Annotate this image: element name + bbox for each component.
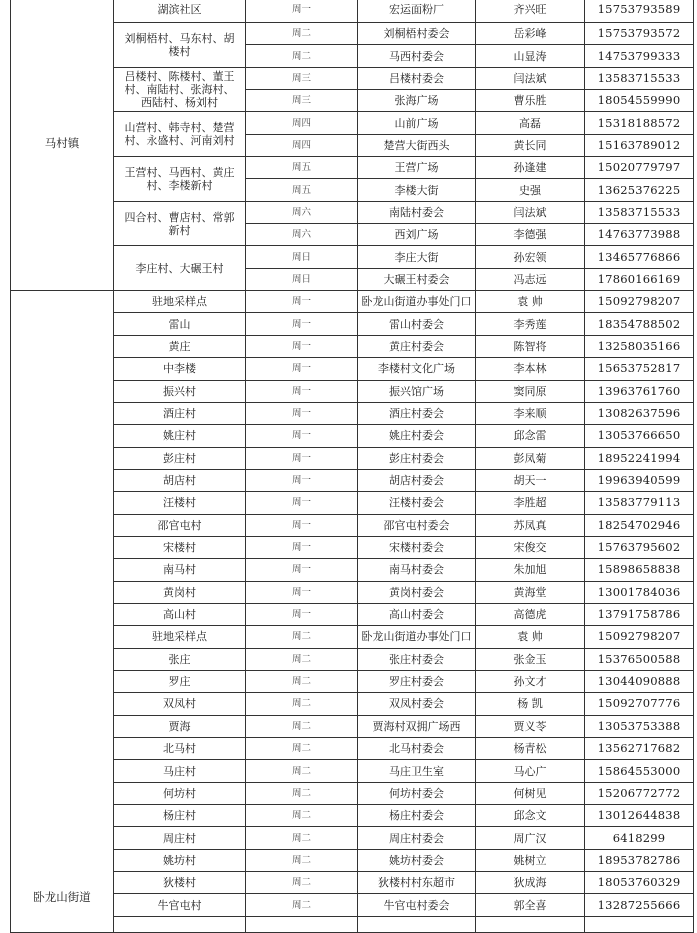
location-cell: 彭庄村委会	[358, 447, 476, 469]
table-row	[11, 402, 694, 424]
location-cell: 张海广场	[358, 90, 476, 112]
area-cell: 姚庄村	[114, 425, 246, 447]
contact-cell: 朱加旭	[476, 559, 585, 581]
contact-cell: 李本林	[476, 358, 585, 380]
table-row	[11, 157, 694, 179]
weekday-cell: 周二	[246, 23, 358, 45]
area-cell: 刘桐梧村、马东村、胡楼村	[114, 23, 246, 68]
contact-cell: 冯志远	[476, 268, 585, 290]
area-cell: 周庄村	[114, 827, 246, 849]
phone-cell: 15020779797	[585, 157, 694, 179]
phone-cell: 13583715533	[585, 67, 694, 89]
table-row	[11, 291, 694, 313]
area-cell: 王营村、马西村、黄庄村、李楼新村	[114, 157, 246, 202]
contact-cell: 闫法斌	[476, 201, 585, 223]
area-cell: 北马村	[114, 738, 246, 760]
weekday-cell: 周三	[246, 90, 358, 112]
table-row	[11, 849, 694, 871]
weekday-cell: 周一	[246, 291, 358, 313]
weekday-cell: 周一	[246, 358, 358, 380]
phone-cell: 15653752817	[585, 358, 694, 380]
table-row	[11, 0, 694, 23]
contact-cell: 李胜超	[476, 492, 585, 514]
table-body	[11, 0, 694, 932]
area-cell: 黄岗村	[114, 581, 246, 603]
area-cell: 高山村	[114, 603, 246, 625]
phone-cell: 18254702946	[585, 514, 694, 536]
location-cell: 酒庄村委会	[358, 402, 476, 424]
area-cell: 南马村	[114, 559, 246, 581]
contact-cell: 袁 帅	[476, 291, 585, 313]
table-row	[11, 246, 694, 268]
location-cell: 胡店村委会	[358, 469, 476, 491]
phone-cell: 13053766650	[585, 425, 694, 447]
table-row	[11, 648, 694, 670]
location-cell: 宋楼村委会	[358, 536, 476, 558]
phone-cell: 6418299	[585, 827, 694, 849]
contact-cell: 李德强	[476, 224, 585, 246]
weekday-cell: 周日	[246, 268, 358, 290]
weekday-cell: 周三	[246, 67, 358, 89]
table-row	[11, 447, 694, 469]
area-cell: 贾海	[114, 715, 246, 737]
area-cell: 杨庄村	[114, 805, 246, 827]
table-row	[11, 514, 694, 536]
table-row	[11, 536, 694, 558]
location-cell: 楚营大街西头	[358, 134, 476, 156]
location-cell: 吕楼村委会	[358, 67, 476, 89]
area-cell: 马庄村	[114, 760, 246, 782]
phone-cell: 13012644838	[585, 805, 694, 827]
phone-cell: 18953782786	[585, 849, 694, 871]
area-cell: 宋楼村	[114, 536, 246, 558]
table-row	[11, 201, 694, 223]
weekday-cell: 周一	[246, 581, 358, 603]
area-cell: 牛官屯村	[114, 894, 246, 916]
contact-cell: 彭凤菊	[476, 447, 585, 469]
table-row	[11, 715, 694, 737]
phone-cell: 15763795602	[585, 536, 694, 558]
area-cell	[114, 916, 246, 932]
area-cell: 中李楼	[114, 358, 246, 380]
location-cell: 北马村委会	[358, 738, 476, 760]
phone-cell: 15376500588	[585, 648, 694, 670]
contact-cell: 郭全喜	[476, 894, 585, 916]
contact-cell: 孙宏领	[476, 246, 585, 268]
weekday-cell: 周一	[246, 402, 358, 424]
area-cell: 山营村、韩寺村、楚营村、永盛村、河南刘村	[114, 112, 246, 157]
weekday-cell: 周四	[246, 112, 358, 134]
weekday-cell: 周一	[246, 492, 358, 514]
weekday-cell: 周一	[246, 380, 358, 402]
table-row	[11, 916, 694, 932]
phone-cell: 15753793589	[585, 0, 694, 23]
weekday-cell: 周六	[246, 201, 358, 223]
phone-cell: 15092707776	[585, 693, 694, 715]
area-cell: 酒庄村	[114, 402, 246, 424]
contact-cell: 齐兴旺	[476, 0, 585, 23]
phone-cell: 18054559990	[585, 90, 694, 112]
weekday-cell: 周二	[246, 805, 358, 827]
weekday-cell: 周二	[246, 827, 358, 849]
location-cell: 双凤村委会	[358, 693, 476, 715]
contact-cell: 姚树立	[476, 849, 585, 871]
area-cell: 吕楼村、陈楼村、董王村、南陆村、张海村、西陆村、杨刘村	[114, 67, 246, 112]
area-cell: 四合村、曹店村、常郭新村	[114, 201, 246, 246]
weekday-cell: 周一	[246, 514, 358, 536]
phone-cell: 19963940599	[585, 469, 694, 491]
location-cell: 罗庄村委会	[358, 670, 476, 692]
location-cell: 邵官屯村委会	[358, 514, 476, 536]
area-cell: 李庄村、大碾王村	[114, 246, 246, 291]
table-row	[11, 469, 694, 491]
table-row	[11, 559, 694, 581]
location-cell: 振兴馆广场	[358, 380, 476, 402]
phone-cell: 15092798207	[585, 626, 694, 648]
contact-cell: 何树见	[476, 782, 585, 804]
area-cell: 狄楼村	[114, 872, 246, 894]
contact-cell: 邱念文	[476, 805, 585, 827]
phone-cell: 15864553000	[585, 760, 694, 782]
location-cell: 姚庄村委会	[358, 425, 476, 447]
area-cell: 湖滨社区	[114, 0, 246, 23]
table-row	[11, 112, 694, 134]
weekday-cell: 周二	[246, 782, 358, 804]
contact-cell: 陈智将	[476, 335, 585, 357]
location-cell: 周庄村委会	[358, 827, 476, 849]
location-cell: 高山村委会	[358, 603, 476, 625]
location-cell: 刘桐梧村委会	[358, 23, 476, 45]
table-row	[11, 872, 694, 894]
phone-cell: 13044090888	[585, 670, 694, 692]
contact-cell: 闫法斌	[476, 67, 585, 89]
location-cell: 何坊村委会	[358, 782, 476, 804]
table-row	[11, 335, 694, 357]
phone-cell: 15092798207	[585, 291, 694, 313]
location-cell: 宏运面粉厂	[358, 0, 476, 23]
weekday-cell: 周一	[246, 425, 358, 447]
weekday-cell: 周一	[246, 536, 358, 558]
contact-cell: 曹乐胜	[476, 90, 585, 112]
table-row	[11, 805, 694, 827]
table-row	[11, 626, 694, 648]
contact-cell: 袁 帅	[476, 626, 585, 648]
phone-cell	[585, 916, 694, 932]
phone-cell: 13082637596	[585, 402, 694, 424]
weekday-cell: 周日	[246, 246, 358, 268]
weekday-cell: 周四	[246, 134, 358, 156]
location-cell: 姚坊村委会	[358, 849, 476, 871]
weekday-cell: 周一	[246, 469, 358, 491]
location-cell: 大碾王村委会	[358, 268, 476, 290]
phone-cell: 13287255666	[585, 894, 694, 916]
area-cell: 振兴村	[114, 380, 246, 402]
area-cell: 姚坊村	[114, 849, 246, 871]
phone-cell: 15163789012	[585, 134, 694, 156]
phone-cell: 18354788502	[585, 313, 694, 335]
area-cell: 胡店村	[114, 469, 246, 491]
weekday-cell	[246, 916, 358, 932]
phone-cell: 13583779113	[585, 492, 694, 514]
weekday-cell: 周二	[246, 849, 358, 871]
table-row	[11, 603, 694, 625]
phone-cell: 15898658838	[585, 559, 694, 581]
location-cell: 卧龙山街道办事处门口	[358, 626, 476, 648]
contact-cell: 张金玉	[476, 648, 585, 670]
phone-cell: 15206772772	[585, 782, 694, 804]
weekday-cell: 周二	[246, 693, 358, 715]
table-row	[11, 380, 694, 402]
phone-cell: 13791758786	[585, 603, 694, 625]
weekday-cell: 周二	[246, 894, 358, 916]
table-row	[11, 358, 694, 380]
location-cell: 雷山村委会	[358, 313, 476, 335]
phone-cell: 13465776866	[585, 246, 694, 268]
phone-cell: 14753799333	[585, 45, 694, 67]
weekday-cell: 周二	[246, 715, 358, 737]
table-row	[11, 760, 694, 782]
phone-cell: 13625376225	[585, 179, 694, 201]
contact-cell: 杨青松	[476, 738, 585, 760]
phone-cell: 17860166169	[585, 268, 694, 290]
contact-cell: 窦同原	[476, 380, 585, 402]
contact-cell: 高德虎	[476, 603, 585, 625]
contact-cell: 马心广	[476, 760, 585, 782]
location-cell: 马西村委会	[358, 45, 476, 67]
phone-cell: 13562717682	[585, 738, 694, 760]
location-cell: 李楼大街	[358, 179, 476, 201]
location-cell: 黄庄村委会	[358, 335, 476, 357]
table-row	[11, 67, 694, 89]
location-cell: 马庄卫生室	[358, 760, 476, 782]
table-row	[11, 425, 694, 447]
contact-cell: 李来顺	[476, 402, 585, 424]
table-row	[11, 693, 694, 715]
contact-cell: 孙逢建	[476, 157, 585, 179]
weekday-cell: 周一	[246, 313, 358, 335]
weekday-cell: 周二	[246, 760, 358, 782]
location-cell: 汪楼村委会	[358, 492, 476, 514]
weekday-cell: 周五	[246, 157, 358, 179]
weekday-cell: 周二	[246, 648, 358, 670]
phone-cell: 13053753388	[585, 715, 694, 737]
area-cell: 罗庄	[114, 670, 246, 692]
area-cell: 何坊村	[114, 782, 246, 804]
table-row	[11, 492, 694, 514]
contact-cell: 岳彩峰	[476, 23, 585, 45]
location-cell: 南马村委会	[358, 559, 476, 581]
location-cell: 狄楼村村东超市	[358, 872, 476, 894]
table-row	[11, 670, 694, 692]
location-cell: 李楼村文化广场	[358, 358, 476, 380]
contact-cell: 黄长同	[476, 134, 585, 156]
contact-cell: 黄海堂	[476, 581, 585, 603]
location-cell: 张庄村委会	[358, 648, 476, 670]
area-cell: 双凤村	[114, 693, 246, 715]
weekday-cell: 周一	[246, 335, 358, 357]
location-cell: 黄岗村委会	[358, 581, 476, 603]
location-cell: 西刘广场	[358, 224, 476, 246]
phone-cell: 13001784036	[585, 581, 694, 603]
weekday-cell: 周一	[246, 447, 358, 469]
weekday-cell: 周一	[246, 559, 358, 581]
table-row	[11, 23, 694, 45]
weekday-cell: 周二	[246, 626, 358, 648]
contact-cell: 史强	[476, 179, 585, 201]
contact-cell: 周广汉	[476, 827, 585, 849]
phone-cell: 15753793572	[585, 23, 694, 45]
table-row	[11, 782, 694, 804]
contact-cell: 李秀莲	[476, 313, 585, 335]
phone-cell: 15318188572	[585, 112, 694, 134]
area-cell: 张庄	[114, 648, 246, 670]
phone-cell: 13258035166	[585, 335, 694, 357]
weekday-cell: 周二	[246, 738, 358, 760]
area-cell: 驻地采样点	[114, 626, 246, 648]
contact-cell: 苏凤真	[476, 514, 585, 536]
location-cell: 贾海村双拥广场西	[358, 715, 476, 737]
area-cell: 黄庄	[114, 335, 246, 357]
weekday-cell: 周一	[246, 0, 358, 23]
phone-cell: 13583715533	[585, 201, 694, 223]
area-cell: 邵官屯村	[114, 514, 246, 536]
phone-cell: 14763773988	[585, 224, 694, 246]
table-row	[11, 894, 694, 916]
location-cell: 杨庄村委会	[358, 805, 476, 827]
table-row	[11, 313, 694, 335]
contact-cell: 高磊	[476, 112, 585, 134]
region-cell: 马村镇	[11, 0, 114, 291]
location-cell: 牛官屯村委会	[358, 894, 476, 916]
contact-cell: 贾义苓	[476, 715, 585, 737]
contact-cell: 狄成海	[476, 872, 585, 894]
contact-cell: 山显涛	[476, 45, 585, 67]
area-cell: 雷山	[114, 313, 246, 335]
region-cell: 卧龙山街道	[11, 291, 114, 933]
table-row	[11, 827, 694, 849]
weekday-cell: 周五	[246, 179, 358, 201]
table-row	[11, 581, 694, 603]
weekday-cell: 周六	[246, 224, 358, 246]
area-cell: 彭庄村	[114, 447, 246, 469]
weekday-cell: 周一	[246, 603, 358, 625]
location-cell: 南陆村委会	[358, 201, 476, 223]
phone-cell: 18952241994	[585, 447, 694, 469]
contact-cell: 宋俊交	[476, 536, 585, 558]
location-cell: 卧龙山街道办事处门口	[358, 291, 476, 313]
weekday-cell: 周二	[246, 45, 358, 67]
weekday-cell: 周二	[246, 670, 358, 692]
contact-cell: 邱念雷	[476, 425, 585, 447]
location-cell: 王营广场	[358, 157, 476, 179]
contact-cell: 孙文才	[476, 670, 585, 692]
location-cell: 李庄大街	[358, 246, 476, 268]
weekday-cell: 周二	[246, 872, 358, 894]
contact-cell	[476, 916, 585, 932]
area-cell: 驻地采样点	[114, 291, 246, 313]
phone-cell: 13963761760	[585, 380, 694, 402]
phone-cell: 18053760329	[585, 872, 694, 894]
location-cell: 山前广场	[358, 112, 476, 134]
area-cell: 汪楼村	[114, 492, 246, 514]
table-row	[11, 738, 694, 760]
location-cell	[358, 916, 476, 932]
sampling-schedule-table	[10, 0, 694, 933]
contact-cell: 胡天一	[476, 469, 585, 491]
contact-cell: 杨 凯	[476, 693, 585, 715]
